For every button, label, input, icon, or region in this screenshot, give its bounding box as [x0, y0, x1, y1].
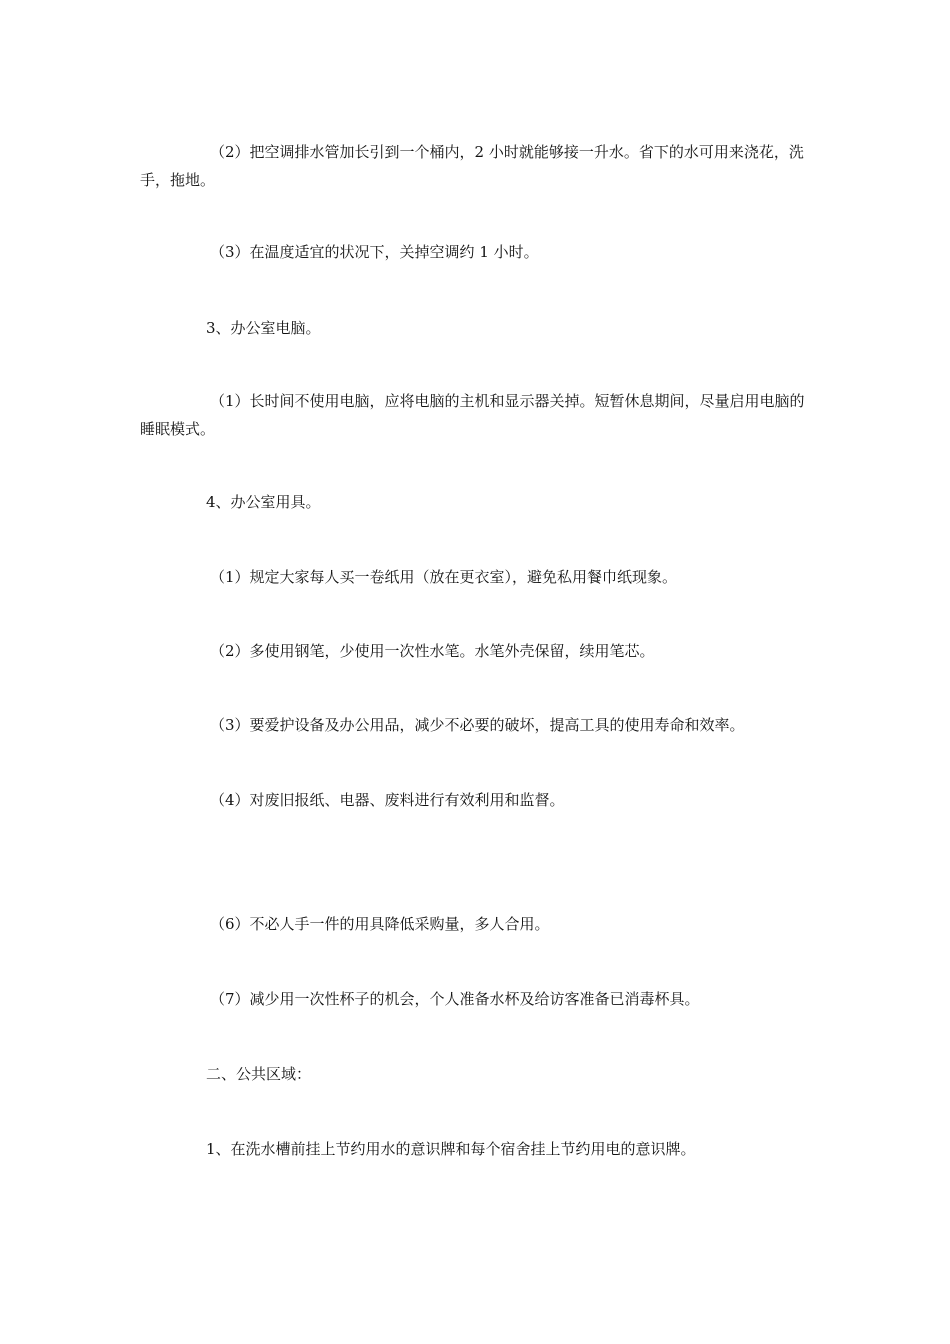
paragraph-equipment-care: （3）要爱护设备及办公用品，减少不必要的破坏，提高工具的使用寿命和效率。: [210, 716, 745, 734]
heading-office-supplies: 4、办公室用具。: [206, 493, 321, 511]
heading-public-area: 二、公共区域：: [206, 1065, 312, 1083]
heading-office-computer: 3、办公室电脑。: [206, 319, 321, 337]
paragraph-ac-drain: （2）把空调排水管加长引到一个桶内，2 小时就能够接一升水。省下的水可用来浇花，洗手，拖地。: [140, 143, 804, 189]
paragraph-awareness-signs: 1、在洗水槽前挂上节约用水的意识牌和每个宿舍挂上节约用电的意识牌。: [206, 1140, 696, 1158]
paragraph-paper-rolls: （1）规定大家每人买一卷纸用（放在更衣室），避免私用餐巾纸现象。: [210, 568, 678, 586]
paragraph-ac-off: （3）在温度适宜的状况下，关掉空调约 1 小时。: [210, 243, 539, 261]
paragraph-disposable-cups: （7）减少用一次性杯子的机会，个人准备水杯及给访客准备已消毒杯具。: [210, 990, 700, 1008]
paragraph-shared-tools: （6）不必人手一件的用具降低采购量，多人合用。: [210, 915, 550, 933]
paragraph-computer-shutdown: （1）长时间不使用电脑，应将电脑的主机和显示器关掉。短暂休息期间，尽量启用电脑的睡眠模式。: [140, 392, 805, 438]
paragraph-waste-reuse: （4）对废旧报纸、电器、废料进行有效利用和监督。: [210, 791, 565, 809]
paragraph-pens: （2）多使用钢笔，少使用一次性水笔。水笔外壳保留，续用笔芯。: [210, 642, 655, 660]
